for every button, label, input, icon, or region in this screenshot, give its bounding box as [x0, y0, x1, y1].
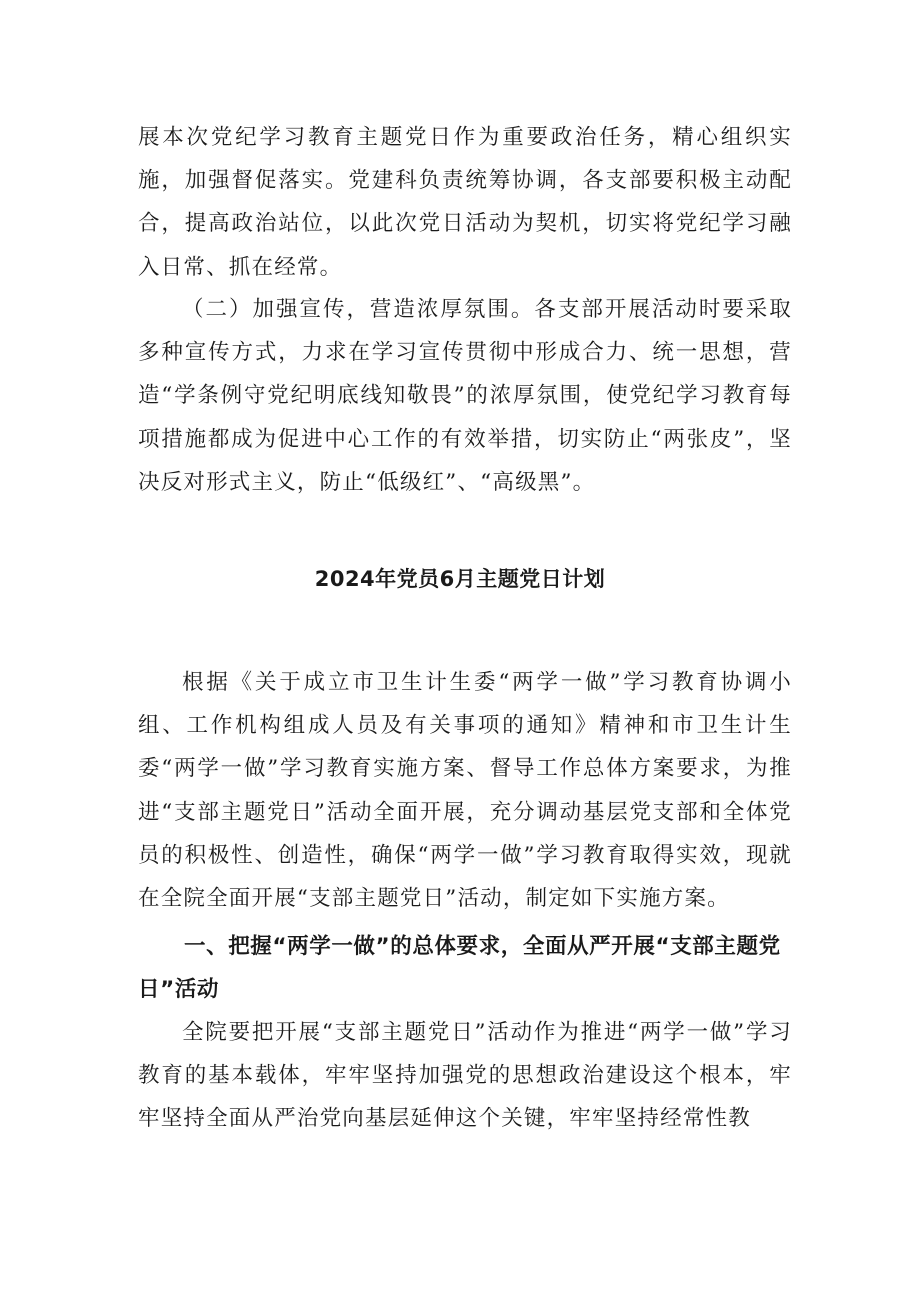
body-paragraph-2: （二）加强宣传，营造浓厚氛围。各支部开展活动时要采取多种宣传方式，力求在学习宣传贯彻中形成合力、统一思想，营造“学条例守党纪明底线知敬畏”的浓厚氛围，使党纪学习教育每项措施都成为促进中心工作的有效举措，切实防止“两张皮”，坚决反对形式主义，防止“低级红”、“高级黑”。 [138, 297, 792, 495]
body-paragraph-4: 全院要把开展“支部主题党日”活动作为推进“两学一做”学习教育的基本载体，牢牢坚持加强党的思想政治建设这个根本，牢牢坚持全面从严治党向基层延伸这个关键，牢牢坚持经常性教 [138, 1020, 792, 1132]
section-heading-1: 一、把握“两学一做”的总体要求，全面从严开展“支部主题党日”活动 [138, 934, 781, 1003]
body-paragraph-1: 展本次党纪学习教育主题党日作为重要政治任务，精心组织实施，加强督促落实。党建科负责统筹协调，各支部要积极主动配合，提高政治站位，以此次党日活动为契机，切实将党纪学习融入日常、抓在经常。 [138, 125, 792, 280]
body-paragraph-3: 根据《关于成立市卫生计生委“两学一做”学习教育协调小组、工作机构组成人员及有关事项的通知》精神和市卫生计生委“两学一做”学习教育实施方案、督导工作总体方案要求，为推进“支部主题党日”活动全面开展，充分调动基层党支部和全体党员的积极性、创造性，确保“两学一做”学习教育取得实效，现就在全院全面开展“支部主题党日”活动，制定如下实施方案。 [138, 670, 792, 912]
document-title: 2024年党员6月主题党日计划 [314, 567, 606, 591]
